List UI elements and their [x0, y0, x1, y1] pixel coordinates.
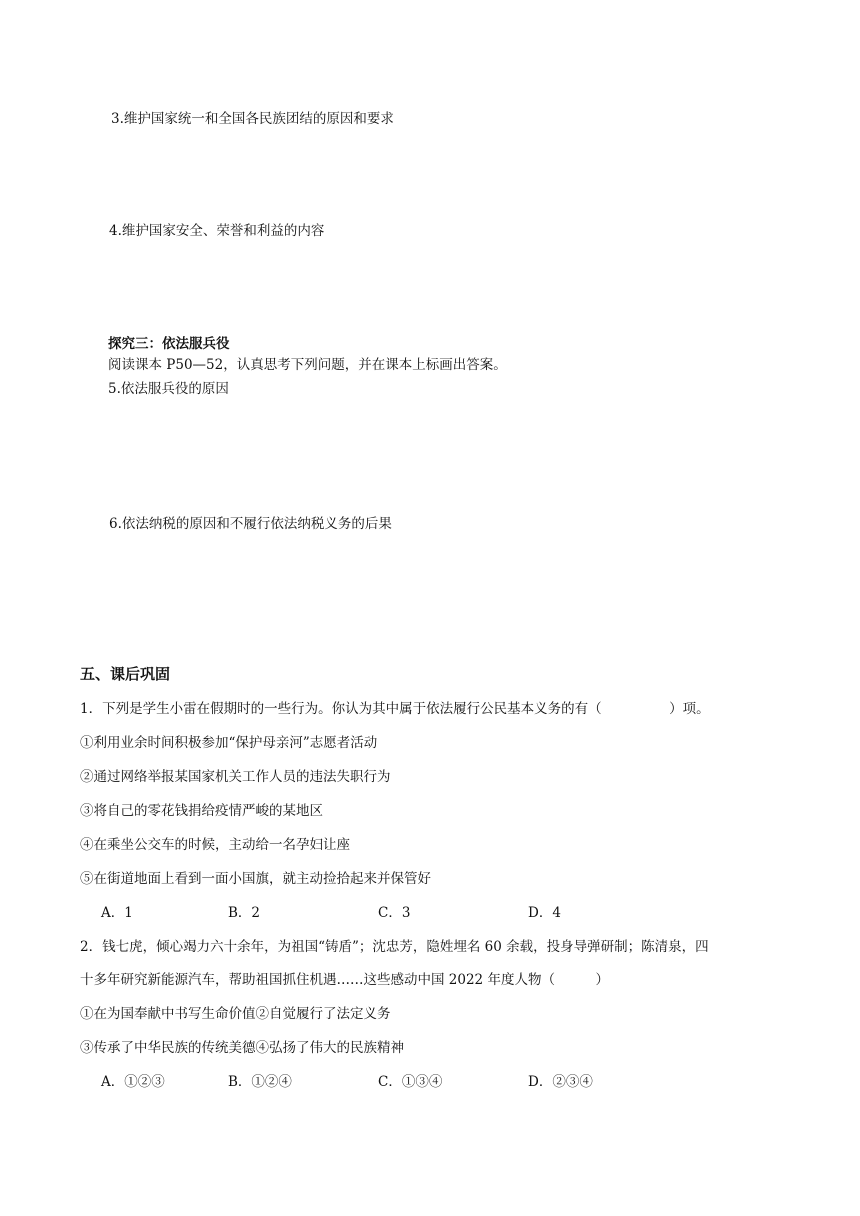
- question-1-stem: 1．下列是学生小雷在假期时的一些行为。你认为其中属于依法履行公民基本义务的有（ ）项。: [80, 701, 710, 717]
- question-2-option-c: C．①③④: [378, 1074, 443, 1090]
- question-2-item-2: ③传承了中华民族的传统美德④弘扬了伟大的民族精神: [80, 1040, 404, 1056]
- question-2-option-a: A．①②③: [101, 1074, 165, 1090]
- section-title: 五、课后巩固: [80, 665, 171, 683]
- question-1-option-d: D．4: [528, 905, 561, 921]
- question-1-option-a: A．1: [101, 905, 133, 921]
- question-1-option-b: B．2: [228, 905, 261, 921]
- question-6: 6.依法纳税的原因和不履行依法纳税义务的后果: [109, 516, 392, 532]
- question-4: 4.维护国家安全、荣誉和利益的内容: [109, 223, 325, 239]
- question-2-item-1: ①在为国奉献中书写生命价值②自觉履行了法定义务: [80, 1006, 391, 1022]
- explore3-title: 探究三：依法服兵役: [108, 336, 230, 352]
- question-2-option-d: D．②③④: [528, 1074, 593, 1090]
- question-1-option-c: C．3: [378, 905, 411, 921]
- question-1-item-5: ⑤在街道地面上看到一面小国旗，就主动捡拾起来并保管好: [80, 871, 431, 887]
- question-5: 5.依法服兵役的原因: [108, 381, 229, 397]
- question-2-option-b: B．①②④: [228, 1074, 292, 1090]
- question-1-item-4: ④在乘坐公交车的时候，主动给一名孕妇让座: [80, 837, 350, 853]
- question-2-stem-line-1: 2．钱七虎，倾心竭力六十余年，为祖国“铸盾”；沈忠芳，隐姓埋名 60 余载，投身导弹研制；陈清泉，四: [80, 939, 709, 955]
- question-1-item-1: ①利用业余时间积极参加“保护母亲河”志愿者活动: [80, 735, 378, 751]
- question-1-item-2: ②通过网络举报某国家机关工作人员的违法失职行为: [80, 769, 391, 785]
- explore3-instruction: 阅读课本 P50—52，认真思考下列问题，并在课本上标画出答案。: [108, 357, 507, 373]
- question-2-stem-line-2: 十多年研究新能源汽车，帮助祖国抓住机遇……这些感动中国 2022 年度人物（ ）: [80, 972, 609, 988]
- question-1-item-3: ③将自己的零花钱捐给疫情严峻的某地区: [80, 803, 323, 819]
- question-3: 3.维护国家统一和全国各民族团结的原因和要求: [111, 111, 394, 127]
